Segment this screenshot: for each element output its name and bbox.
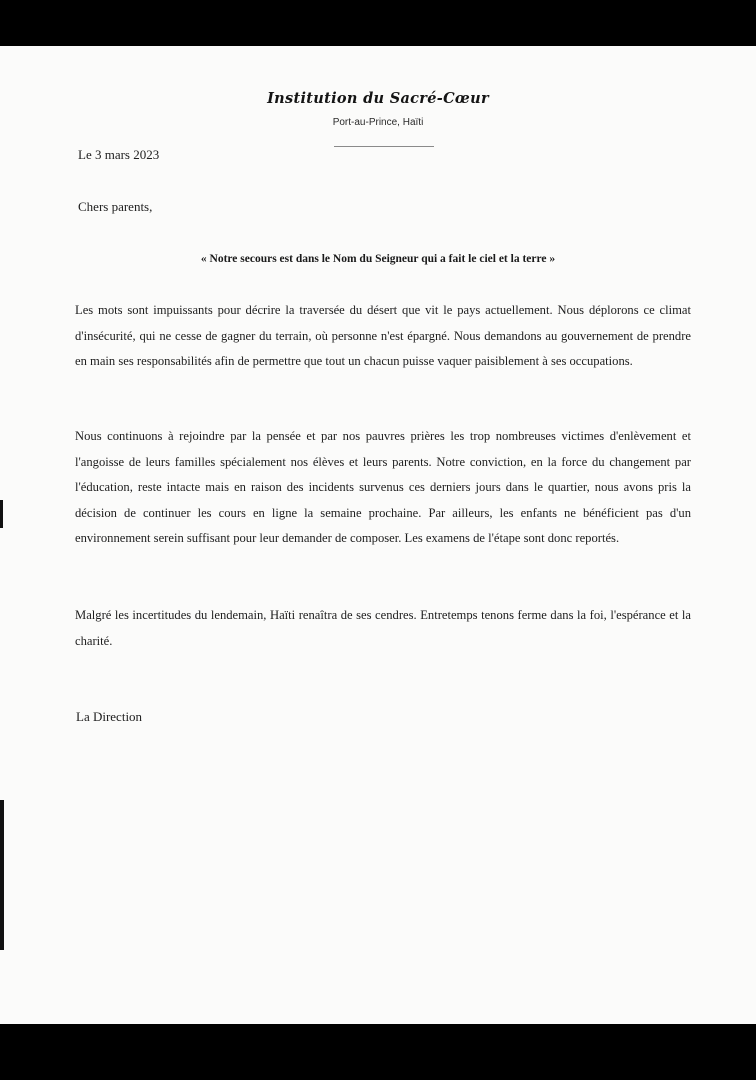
institution-city: Port-au-Prince, Haïti	[332, 117, 424, 128]
letter-salutation: Chers parents,	[78, 199, 153, 214]
scan-edge-mark	[0, 800, 4, 950]
letter-motto: « Notre secours est dans le Nom du Seigneur qui a fait le ciel et la terre »	[200, 253, 556, 265]
letter-signature: La Direction	[76, 709, 143, 724]
letter-paragraph-3: Malgré les incertitudes du lendemain, Haïti renaîtra de ses cendres. Entretemps tenons ferme dans la foi, l'espérance et la charité.	[75, 608, 691, 648]
letter-paragraph-2: Nous continuons à rejoindre par la pensée et par nos pauvres prières les trop nombreuses victimes d'enlèvement et l'angoisse de leurs familles spécialement nos élèves et leurs parents. Notre conviction, en la force du changement par l'éducation, reste intacte mais en raison des incidents survenus ces derniers jours dans le quartier, nous avons pris la décision de continuer les cours en ligne la semaine prochaine. Par ailleurs, les enfants ne bénéficient pas d'un environnement serein suffisant pour leur demander de composer. Les examens de l'étape sont donc reportés.	[75, 429, 691, 545]
scan-border-bottom	[0, 1024, 756, 1080]
letterhead-divider	[334, 146, 434, 147]
letter-date: Le 3 mars 2023	[78, 147, 160, 162]
scan-edge-mark	[0, 500, 3, 528]
institution-name: Institution du Sacré-Cœur	[267, 90, 489, 107]
letter-paragraph-1: Les mots sont impuissants pour décrire la traversée du désert que vit le pays actuellement. Nous déplorons ce climat d'insécurité, qui ne cesse de gagner du terrain, où personne n'est épargné. Nous demandons au gouvernement de prendre en main ses responsabilités afin de permettre que tout un chacun puisse vaquer paisiblement à ses occupations.	[75, 303, 691, 368]
